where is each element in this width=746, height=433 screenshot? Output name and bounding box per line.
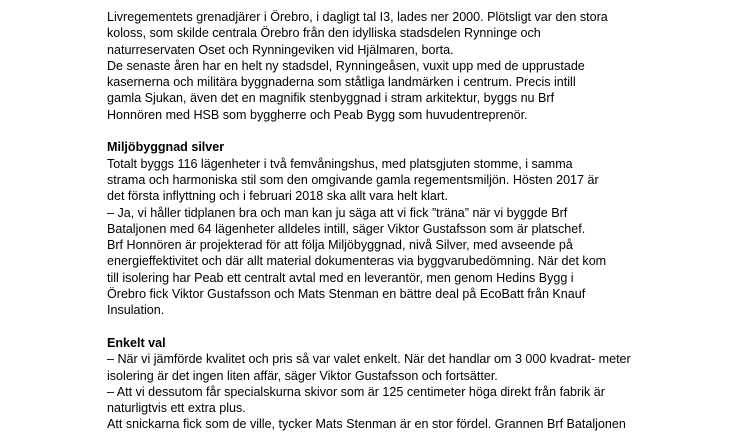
paragraph-spacer <box>107 319 707 335</box>
text-line: strama och harmoniska stil som den omgivande gamla regementsmiljön. Hösten 2017 är <box>107 172 599 187</box>
section-body-miljobyggnad <box>107 156 707 319</box>
section-body-enkelt-val <box>107 351 707 432</box>
section-heading-miljobyggnad: Miljöbyggnad silver <box>107 140 225 155</box>
text-line: – Att vi dessutom får specialskurna skivor som är 125 centimeter höga direkt från fabrik är <box>107 384 605 399</box>
article <box>107 9 707 433</box>
text-line: Livregementets grenadjärer i Örebro, i dagligt tal I3, lades ner 2000. Plötsligt var den stora <box>107 10 608 24</box>
text-line: gamla Sjukan, även det en magnifik stenbyggnad i stram arkitektur, byggs nu Brf <box>107 91 555 106</box>
text-line: energieffektivitet och där allt material dokumenteras via byggvarubedömning. När det kom <box>107 254 607 269</box>
text-line: det första inflyttning och i februari 2018 ska allt vara helt klart. <box>107 189 449 204</box>
intro-paragraph <box>107 9 707 123</box>
text-line: Honnören med HSB som byggherre och Peab Bygg som huvudentreprenör. <box>107 107 528 122</box>
text-line: kasernerna och militära byggnaderna som ståtliga landmärken i centrum. Precis intill <box>107 75 576 90</box>
text-line: naturligtvis ett extra plus. <box>107 401 246 416</box>
text-line: – Ja, vi håller tidplanen bra och man kan ju säga att vi fick ”träna” när vi byggde Brf <box>107 205 568 220</box>
text-line: Örebro fick Viktor Gustafsson och Mats Stenman en bättre deal på EcoBatt från Knauf <box>107 287 586 302</box>
text-line: isolering är det ingen liten affär, säger Viktor Gustafsson och fortsätter. <box>107 368 498 383</box>
text-line: Insulation. <box>107 303 165 318</box>
section-heading-enkelt-val: Enkelt val <box>107 335 166 350</box>
text-line: till isolering har Peab ett centralt avtal med en leverantör, men genom Hedins Bygg i <box>107 270 574 285</box>
text-line: koloss, som skilde centrala Örebro från den idylliska stadsdelen Rynninge och <box>107 26 541 41</box>
text-line: De senaste åren har en helt ny stadsdel, Rynningeåsen, vuxit upp med de upprustade <box>107 58 585 73</box>
text-line: – När vi jämförde kvalitet och pris så var valet enkelt. När det handlar om 3 000 kvadrat- meter <box>107 352 631 367</box>
text-line: Brf Honnören är projekterad för att följa Miljöbyggnad, nivå Silver, med avseende på <box>107 238 573 253</box>
text-line: Totalt byggs 116 lägenheter i två femvåningshus, med platsgjuten stomme, i samma <box>107 156 573 171</box>
text-line: naturreservaten Oset och Rynningeviken vid Hjälmaren, borta. <box>107 42 454 57</box>
paragraph-spacer <box>107 123 707 139</box>
text-line: Bataljonen med 64 lägenheter alldeles intill, säger Viktor Gustafsson som är platschef. <box>107 221 586 236</box>
text-line: Att snickarna fick som de ville, tycker Mats Stenman är en stor fördel. Grannen Brf Bataljonen <box>107 417 626 432</box>
